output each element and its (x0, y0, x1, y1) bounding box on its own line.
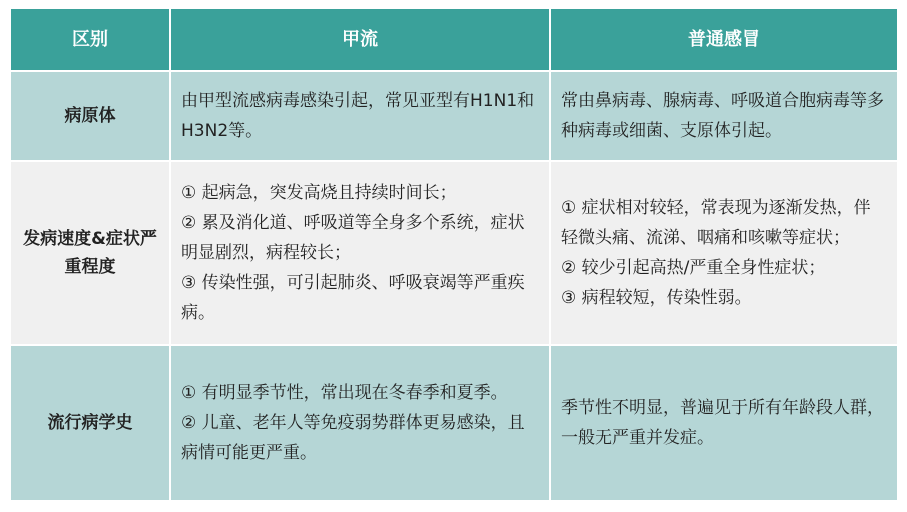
pathogen-flu-text: 由甲型流感病毒感染引起，常见亚型有H1N1和H3N2等。 (181, 91, 535, 141)
epidemiology-flu-item-1: ① 有明显季节性，常出现在冬春季和夏季。 (181, 383, 508, 403)
header-difference: 区别 (11, 9, 171, 72)
onset-flu-item-3: ③ 传染性强，可引起肺炎、呼吸衰竭等严重疾病。 (181, 273, 525, 323)
pathogen-cold-cell (551, 72, 897, 162)
header-common-cold: 普通感冒 (551, 9, 897, 72)
epidemiology-flu-item-2: ② 儿童、老年人等免疫弱势群体更易感染，且病情可能更严重。 (181, 413, 525, 463)
row-label-onset-severity: 发病速度&症状严重程度 (11, 162, 171, 346)
pathogen-cold-text: 常由鼻病毒、腺病毒、呼吸道合胞病毒等多种病毒或细菌、支原体引起。 (561, 91, 884, 141)
comparison-table (11, 9, 897, 502)
onset-cold-item-1: ① 症状相对较轻，常表现为逐渐发热，伴轻微头痛、流涕、咽痛和咳嗽等症状； (561, 198, 871, 248)
onset-flu-item-2: ② 累及消化道、呼吸道等全身多个系统，症状明显剧烈，病程较长； (181, 213, 525, 263)
onset-cold-item-2: ② 较少引起高热/严重全身性症状； (561, 258, 826, 278)
row-label-pathogen: 病原体 (11, 72, 171, 162)
pathogen-flu-cell (171, 72, 551, 162)
row-label-epidemiology: 流行病学史 (11, 346, 171, 502)
epidemiology-cold-text: 季节性不明显，普遍见于所有年龄段人群，一般无严重并发症。 (561, 398, 884, 448)
onset-flu-item-1: ① 起病急，突发高烧且持续时间长； (181, 183, 457, 203)
onset-cold-item-3: ③ 病程较短，传染性弱。 (561, 288, 752, 308)
header-influenza-a: 甲流 (171, 9, 551, 72)
epidemiology-cold-cell (551, 346, 897, 502)
onset-flu-cell (171, 162, 551, 346)
onset-cold-cell (551, 162, 897, 346)
epidemiology-flu-cell (171, 346, 551, 502)
